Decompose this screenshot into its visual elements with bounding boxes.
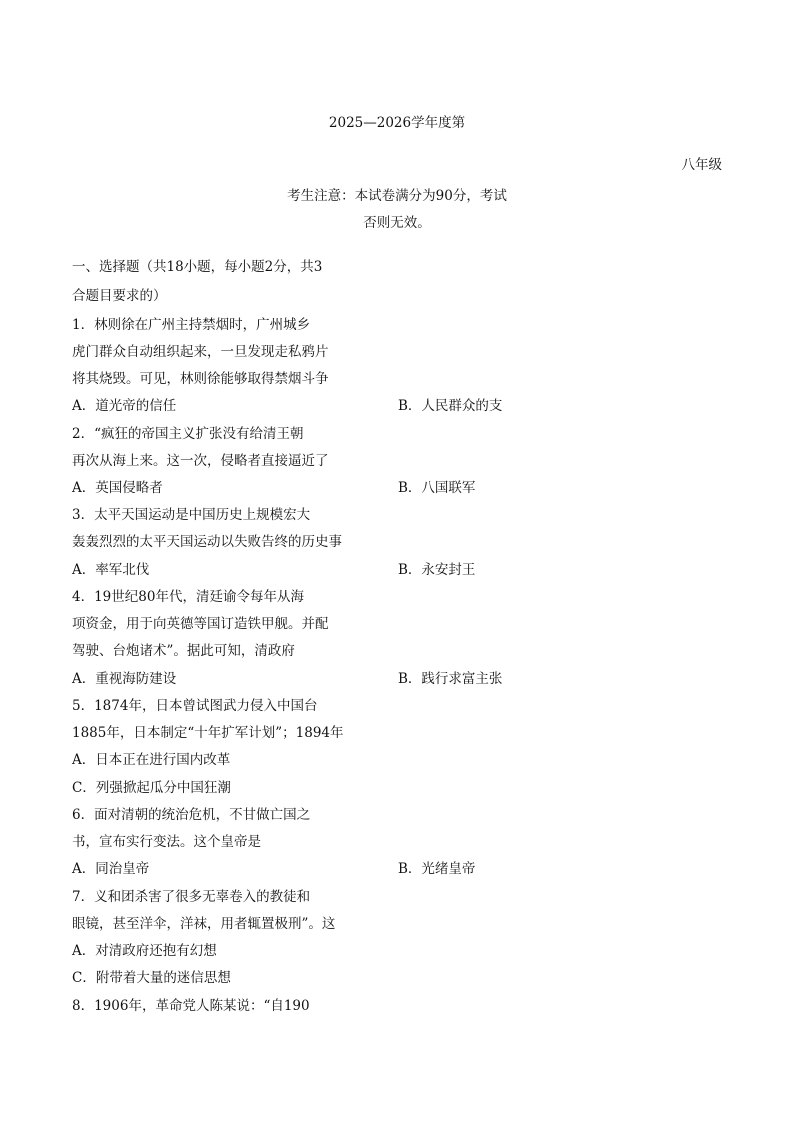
question-3-stem-line-1: 3．太平天国运动是中国历史上规模宏大 — [72, 507, 311, 523]
question-7-option-c: C．附带着大量的迷信思想 — [72, 970, 231, 986]
section-title-line-1: 一、选择题（共18小题，每小题2分，共3 — [72, 259, 323, 275]
question-7-stem-line-1: 7．义和团杀害了很多无辜卷入的教徒和 — [72, 889, 311, 905]
question-4-stem-line-3: 驾驶、台炮诸术”。据此可知，清政府 — [72, 643, 295, 659]
grade-label: 八年级 — [681, 157, 722, 173]
question-4-option-b: B．践行求富主张 — [398, 671, 503, 687]
question-1-option-a: A．道光帝的信任 — [72, 398, 177, 414]
question-3-option-a: A．率军北伐 — [72, 562, 150, 578]
notice-line-2: 否则无效。 — [363, 215, 431, 231]
question-6-stem-line-2: 书，宣布实行变法。这个皇帝是 — [72, 834, 261, 850]
question-6-option-b: B．光绪皇帝 — [398, 861, 476, 877]
question-7-option-a: A．对清政府还抱有幻想 — [72, 943, 217, 959]
question-4-stem-line-1: 4．19世纪80年代，清廷谕令每年从海 — [72, 589, 304, 605]
question-5-stem-line-1: 5．1874年，日本曾试图武力侵入中国台 — [72, 698, 318, 714]
question-1-option-b: B．人民群众的支 — [398, 398, 503, 414]
notice-line-1: 考生注意：本试卷满分为90分，考试 — [287, 188, 507, 204]
question-6-stem-line-1: 6．面对清朝的统治危机，不甘做亡国之 — [72, 807, 311, 823]
question-5-option-c: C．列强掀起瓜分中国狂潮 — [72, 780, 231, 796]
section-title-line-2: 合题目要求的） — [72, 288, 167, 304]
question-1-stem-line-3: 将其烧毁。可见，林则徐能够取得禁烟斗争 — [72, 371, 329, 387]
question-1-stem-line-1: 1．林则徐在广州主持禁烟时，广州城乡 — [72, 317, 311, 333]
question-7-stem-line-2: 眼镜，甚至洋伞，洋袜，用者辄置极刑”。这 — [72, 916, 336, 932]
question-2-stem-line-2: 再次从海上来。这一次，侵略者直接逼近了 — [72, 453, 329, 469]
question-3-stem-line-2: 轰轰烈烈的太平天国运动以失败告终的历史事 — [72, 534, 342, 550]
question-2-option-a: A．英国侵略者 — [72, 480, 163, 496]
question-4-option-a: A．重视海防建设 — [72, 671, 177, 687]
question-2-option-b: B．八国联军 — [398, 480, 476, 496]
question-2-stem-line-1: 2．“疯狂的帝国主义扩张没有给清王朝 — [72, 426, 304, 442]
year-title: 2025—2026学年度第 — [328, 115, 466, 131]
question-5-option-a: A．日本正在进行国内改革 — [72, 752, 231, 768]
question-6-option-a: A．同治皇帝 — [72, 861, 150, 877]
question-4-stem-line-2: 项资金，用于向英德等国订造铁甲舰。并配 — [72, 616, 329, 632]
question-8-stem-line-1: 8．1906年，革命党人陈某说：“自190 — [72, 998, 310, 1014]
question-3-option-b: B．永安封王 — [398, 562, 476, 578]
question-5-stem-line-2: 1885年，日本制定“十年扩军计划”；1894年 — [72, 725, 344, 741]
question-1-stem-line-2: 虎门群众自动组织起来，一旦发现走私鸦片 — [72, 344, 329, 360]
